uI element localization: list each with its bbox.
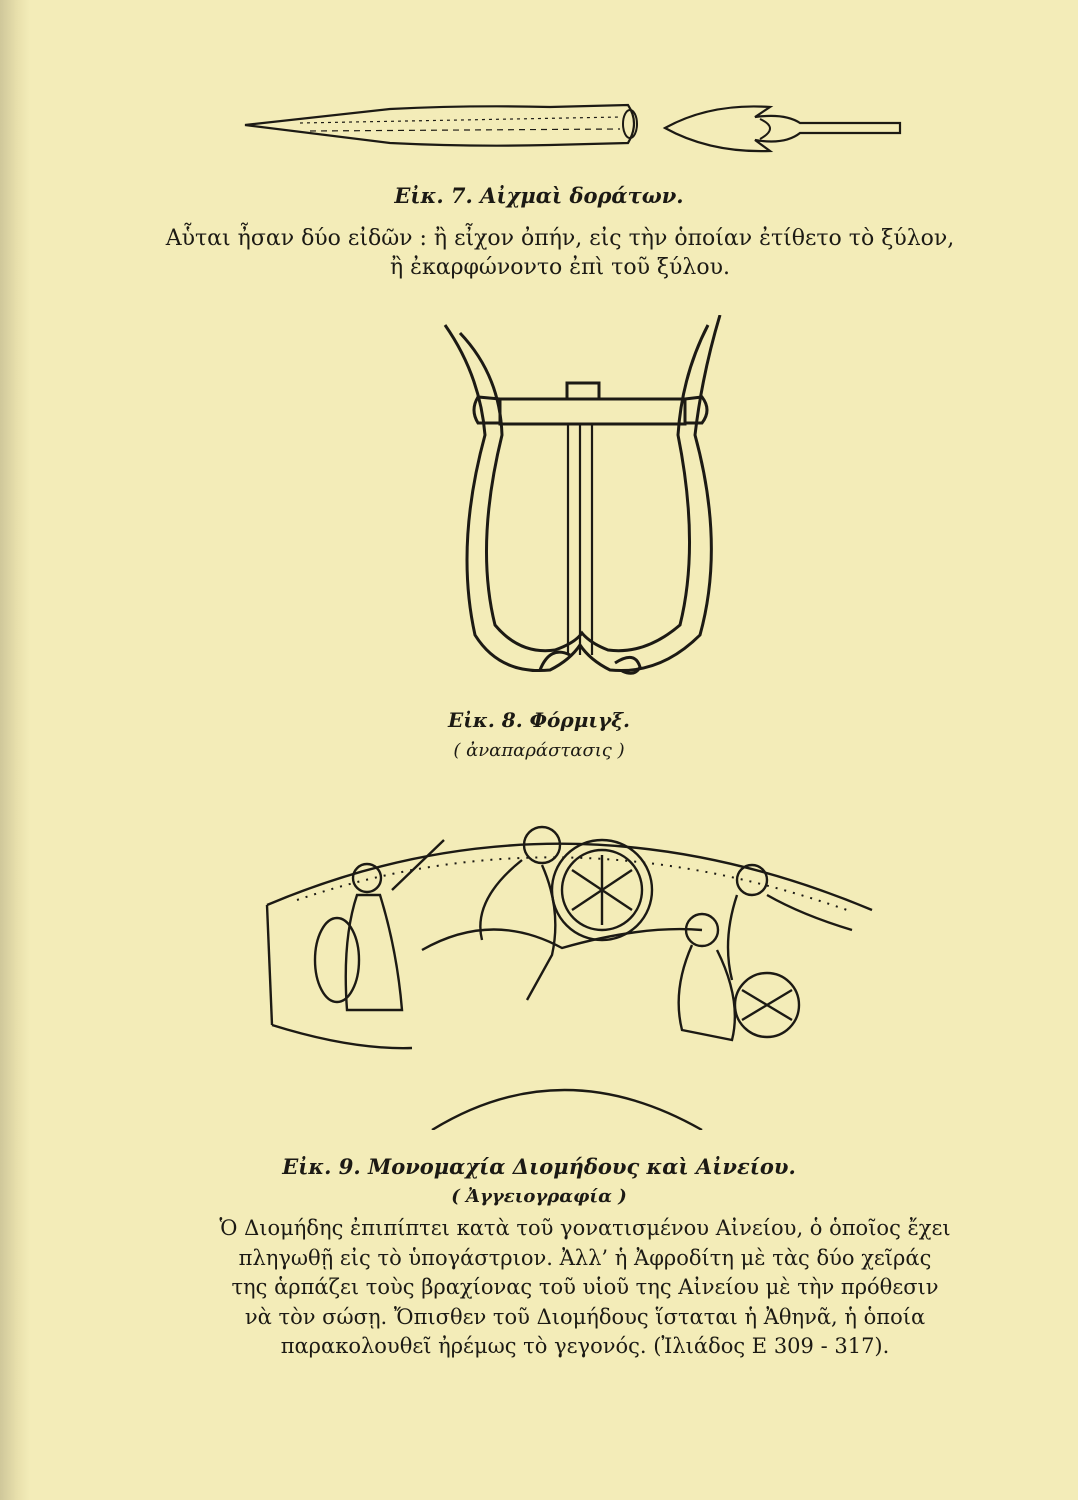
spearheads-illustration — [240, 95, 910, 170]
text-line: πληγωθῇ εἰς τὸ ὑπογάστριον. Ἀλλ’ ἡ Ἀφροδίτη μὲ τὰς δύο χεῖράς — [238, 1245, 932, 1270]
text-line: Ὁ Διομήδης ἐπιπίπτει κατὰ τοῦ γονατισμένου Αἰνείου, ὁ ὁποῖος ἔχει — [219, 1216, 951, 1240]
figure-7-description — [150, 224, 970, 282]
figure-7-caption: Εἰκ. 7. Αἰχμαὶ δοράτων. — [394, 183, 684, 208]
vase-painting-illustration — [262, 800, 902, 1130]
text-line: ἢ ἐκαρφώνοντο ἐπὶ τοῦ ξύλου. — [390, 255, 730, 280]
figure-8-caption: Εἰκ. 8. Φόρμιγξ. — [447, 708, 631, 732]
text-line: της ἁρπάζει τοὺς βραχίονας τοῦ υἱοῦ της Αἰνείου μὲ τὴν πρόθεσιν — [231, 1275, 939, 1299]
text-line: παρακολουθεῖ ἠρέμως τὸ γεγονός. (Ἰλιάδος Ε 309 - 317). — [280, 1334, 890, 1358]
figure-9-subcaption: ( Ἀγγειογραφία ) — [451, 1186, 627, 1207]
figure-9-description — [185, 1214, 985, 1362]
text-line: Αὗται ἦσαν δύο εἰδῶν : ἢ εἶχον ὀπήν, εἰς τὴν ὁποίαν ἐτίθετο τὸ ξύλον, — [165, 226, 955, 251]
figure-8-subcaption: ( ἀναπαράστασις ) — [453, 740, 625, 761]
phorminx-illustration — [430, 315, 750, 695]
figure-9-caption: Εἰκ. 9. Μονομαχία Διομήδους καὶ Αἰνείου. — [282, 1154, 796, 1179]
text-line: νὰ τὸν σώσῃ. Ὄπισθεν τοῦ Διομήδους ἵσταται ἡ Ἀθηνᾶ, ἡ ὁποία — [244, 1304, 926, 1329]
